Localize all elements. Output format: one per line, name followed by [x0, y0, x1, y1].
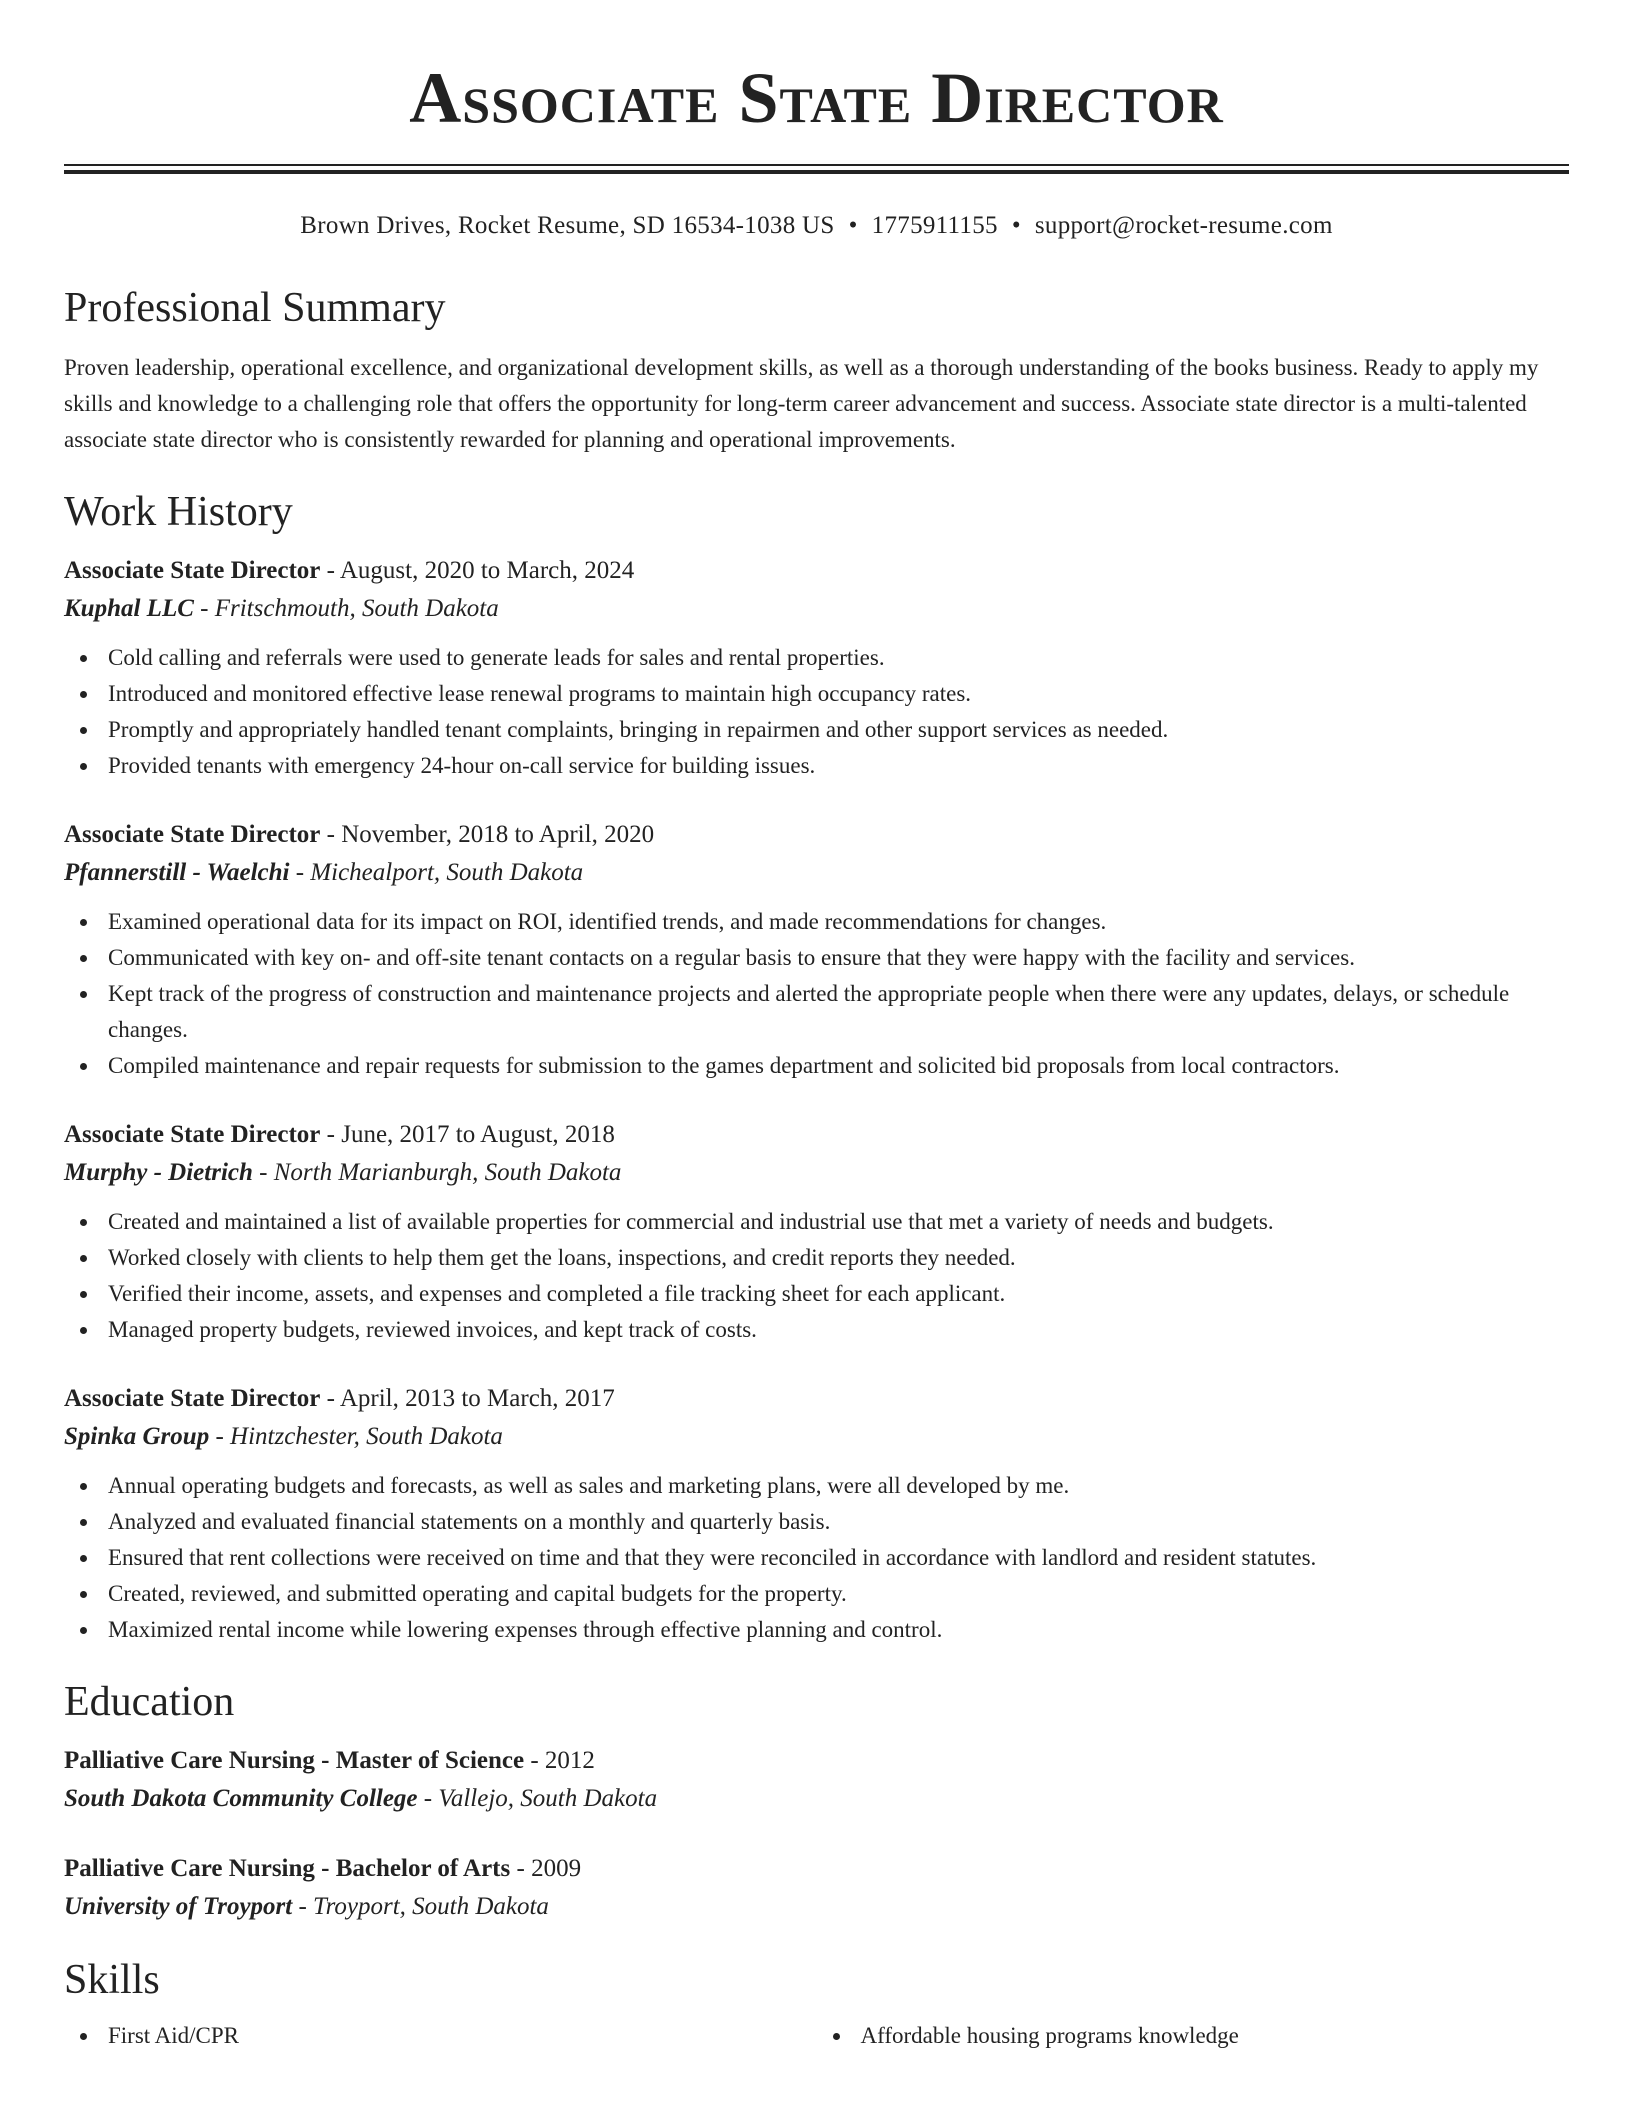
contact-line [64, 210, 1569, 242]
summary-heading: Professional Summary [64, 285, 446, 331]
job-bullet: Introduced and monitored effective lease renewal programs to maintain high occupancy rates. [108, 676, 1569, 712]
job-bullet-list [64, 1204, 1569, 1348]
job-location: - Fritschmouth, South Dakota [193, 595, 499, 622]
resume-page [64, 0, 1569, 2054]
job-company-line [64, 854, 1569, 892]
skills-left-list [64, 2018, 817, 2054]
education-location: - Troyport, South Dakota [292, 1893, 549, 1920]
education-heading: Education [64, 1679, 235, 1725]
job-bullet: Created and maintained a list of available properties for commercial and industrial use that met a variety of needs and budgets. [108, 1204, 1569, 1240]
contact-separator: • [1011, 212, 1021, 239]
skill-item: First Aid/CPR [108, 2018, 817, 2054]
education-degree: Palliative Care Nursing - Master of Science [64, 1747, 525, 1774]
job-bullet: Verified their income, assets, and expenses and completed a file tracking sheet for each applicant. [108, 1276, 1569, 1312]
job-bullet: Maximized rental income while lowering expenses through effective planning and control. [108, 1612, 1569, 1648]
job-role: Associate State Director [64, 1121, 321, 1148]
skill-item: Affordable housing programs knowledge [861, 2018, 1570, 2054]
job-company: Pfannerstill - Waelchi [64, 859, 290, 886]
job-entry [64, 816, 1569, 1084]
education-school-line [64, 1780, 1569, 1818]
job-dates: - April, 2013 to March, 2017 [320, 1385, 615, 1412]
education-school: University of Troyport [64, 1893, 293, 1920]
job-title-line [64, 552, 1569, 590]
job-title-line [64, 816, 1569, 854]
job-entry [64, 1380, 1569, 1648]
job-location: - Hintzchester, South Dakota [209, 1423, 503, 1450]
job-bullet: Provided tenants with emergency 24-hour on-call service for building issues. [108, 748, 1569, 784]
summary-text: Proven leadership, operational excellence, and organizational development skills, as well as a thorough understanding of the books business. Ready to apply my skills and knowledge to a challenging role that offers the opportunity for long-term career advancement and success. Associate state director is a multi-talented associate state director who is consistently rewarded for planning and operational improvements. [64, 355, 1539, 452]
education-year: - 2009 [510, 1855, 582, 1882]
job-bullet-list [64, 640, 1569, 784]
job-company-line [64, 590, 1569, 628]
education-school-line [64, 1888, 1569, 1926]
job-bullet: Communicated with key on- and off-site tenant contacts on a regular basis to ensure that they were happy with the facility and services. [108, 940, 1569, 976]
skills-columns [64, 2018, 1569, 2054]
contact-email: support@rocket-resume.com [1034, 212, 1333, 239]
job-bullet: Cold calling and referrals were used to generate leads for sales and rental properties. [108, 640, 1569, 676]
job-dates: - August, 2020 to March, 2024 [320, 557, 635, 584]
contact-phone: 1775911155 [871, 212, 998, 239]
skills-right-list [817, 2018, 1570, 2054]
job-bullet: Worked closely with clients to help them get the loans, inspections, and credit reports they needed. [108, 1240, 1569, 1276]
job-bullet: Compiled maintenance and repair requests for submission to the games department and solicited bid proposals from local contractors. [108, 1048, 1569, 1084]
education-entry [64, 1742, 1569, 1818]
education-degree: Palliative Care Nursing - Bachelor of Arts [64, 1855, 511, 1882]
job-title-line [64, 1116, 1569, 1154]
job-bullet-list [64, 904, 1569, 1084]
job-bullet-list [64, 1468, 1569, 1648]
job-company-line [64, 1154, 1569, 1192]
skills-heading: Skills [64, 1957, 160, 2003]
contact-separator: • [848, 212, 858, 239]
job-entry [64, 552, 1569, 784]
job-role: Associate State Director [64, 821, 321, 848]
job-company: Spinka Group [64, 1423, 210, 1450]
job-dates: - November, 2018 to April, 2020 [320, 821, 655, 848]
job-bullet: Analyzed and evaluated financial statements on a monthly and quarterly basis. [108, 1504, 1569, 1540]
education-degree-line [64, 1742, 1569, 1780]
job-location: - Michealport, South Dakota [289, 859, 584, 886]
work-history-heading: Work History [64, 489, 293, 535]
contact-address: Brown Drives, Rocket Resume, SD 16534-1038 US [300, 212, 835, 239]
job-bullet: Promptly and appropriately handled tenant complaints, bringing in repairmen and other support services as needed. [108, 712, 1569, 748]
education-location: - Vallejo, South Dakota [417, 1785, 658, 1812]
job-bullet: Managed property budgets, reviewed invoices, and kept track of costs. [108, 1312, 1569, 1348]
header-double-rule [64, 164, 1569, 174]
job-company: Murphy - Dietrich [64, 1159, 253, 1186]
education-entry [64, 1850, 1569, 1926]
education-degree-line [64, 1850, 1569, 1888]
job-title-line [64, 1380, 1569, 1418]
job-bullet: Examined operational data for its impact on ROI, identified trends, and made recommendations for changes. [108, 904, 1569, 940]
job-bullet: Annual operating budgets and forecasts, as well as sales and marketing plans, were all developed by me. [108, 1468, 1569, 1504]
education-school: South Dakota Community College [64, 1785, 418, 1812]
job-dates: - June, 2017 to August, 2018 [320, 1121, 615, 1148]
job-location: - North Marianburgh, South Dakota [252, 1159, 622, 1186]
job-bullet: Ensured that rent collections were received on time and that they were reconciled in accordance with landlord and resident statutes. [108, 1540, 1569, 1576]
job-bullet: Created, reviewed, and submitted operating and capital budgets for the property. [108, 1576, 1569, 1612]
job-company-line [64, 1418, 1569, 1456]
job-bullet: Kept track of the progress of construction and maintenance projects and alerted the appropriate people when there were any updates, delays, or schedule changes. [108, 976, 1569, 1048]
job-role: Associate State Director [64, 557, 321, 584]
education-year: - 2012 [524, 1747, 595, 1774]
job-role: Associate State Director [64, 1385, 321, 1412]
job-entry [64, 1116, 1569, 1348]
job-company: Kuphal LLC [64, 595, 194, 622]
resume-name-heading: Associate State Director [409, 58, 1224, 138]
